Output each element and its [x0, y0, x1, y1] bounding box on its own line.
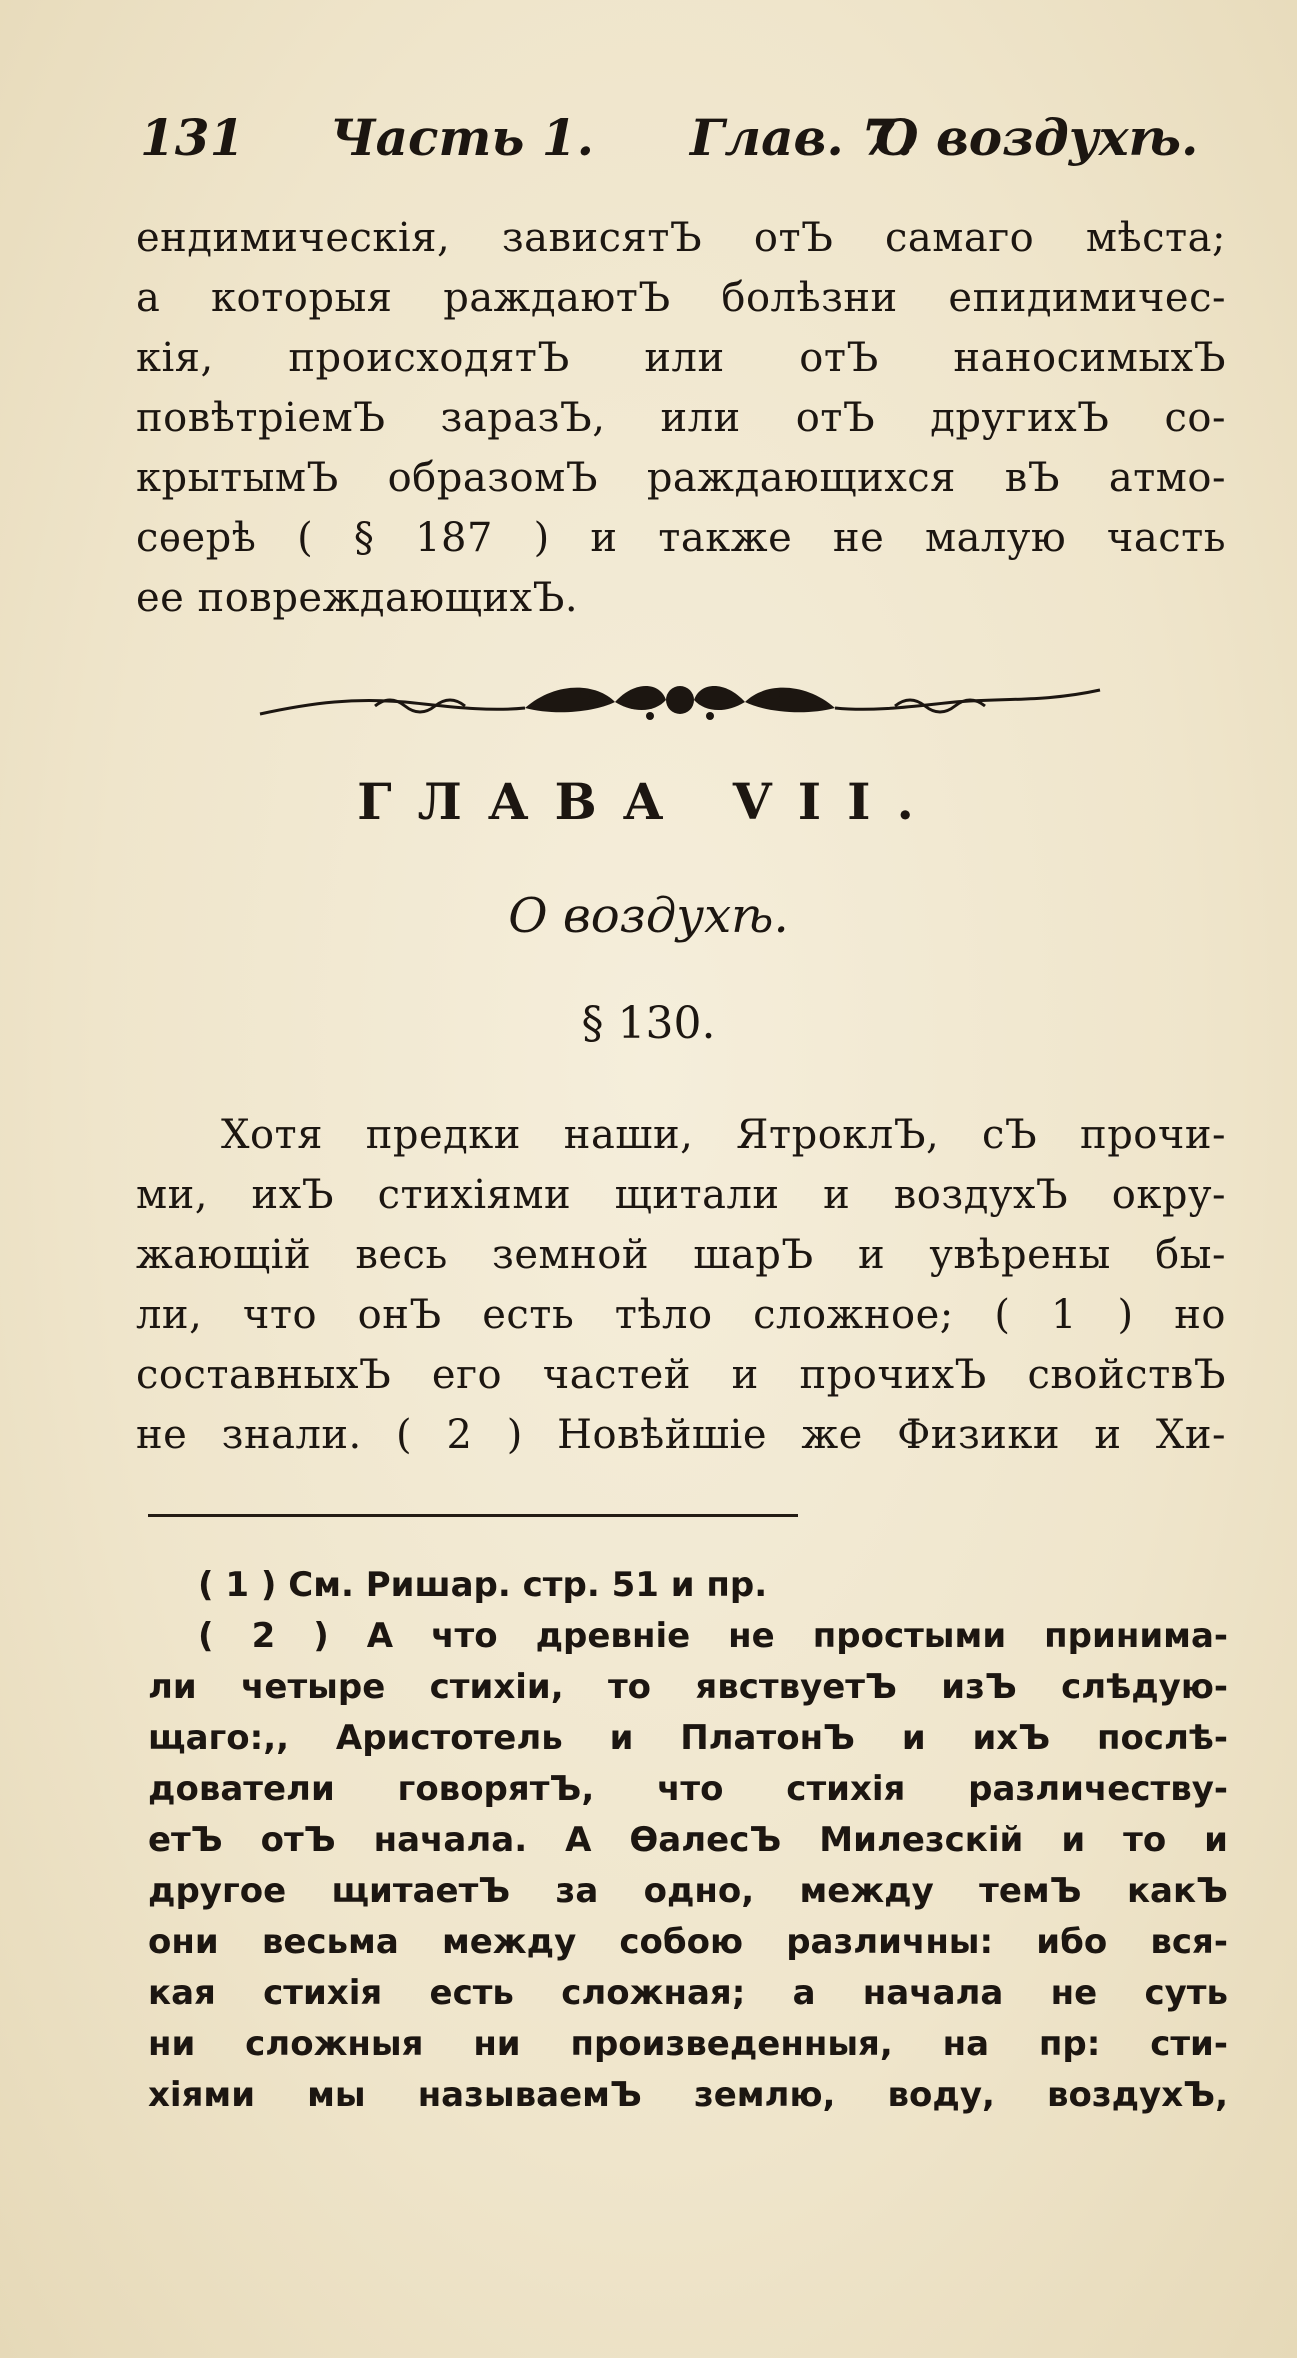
text-line: ее повреждающихЪ.: [136, 575, 579, 621]
footnotes: [148, 1560, 1228, 2121]
decorative-ornament-divider: [255, 672, 1105, 732]
footnote-line: ни сложныя ни произведенныя, на пр: сти-: [148, 2024, 1228, 2064]
text-line: ли, что онЪ есть тѣло сложное; ( 1 ) но: [136, 1292, 1226, 1338]
text-line: кія, происходятЪ или отЪ наносимыхЪ: [136, 335, 1226, 381]
text-line: ми, ихЪ стихіями щитали и воздухЪ окру-: [136, 1172, 1226, 1218]
page-number: 131: [140, 108, 245, 167]
text-line: повѣтріемЪ заразЪ, или отЪ другихЪ со-: [136, 395, 1226, 441]
footnote-line: етЪ отЪ начала. А ѲалесЪ Милезскій и то и: [148, 1820, 1228, 1860]
text-line: сѳерѣ ( § 187 ) и также не малую часть: [136, 515, 1226, 561]
text-line: крытымЪ образомЪ раждающихся вЪ атмо-: [136, 455, 1226, 501]
text-line: а которыя раждаютЪ болѣзни епидимичес-: [136, 275, 1226, 321]
footnote-rule: [148, 1514, 798, 1517]
footnote-line: ( 2 ) А что древніе не простыми принима-: [198, 1616, 1228, 1656]
section-paragraph: [136, 1105, 1226, 1465]
text-line: жающій весь земной шарЪ и увѣрены бы-: [136, 1232, 1226, 1278]
running-header: [140, 108, 1199, 178]
footnote-line: ( 1 ) См. Ришар. стр. 51 и пр.: [198, 1565, 768, 1605]
header-part: Часть 1.: [330, 108, 594, 167]
section-number: § 130.: [581, 998, 716, 1049]
chapter-title: ГЛАВА VII.: [357, 772, 940, 831]
chapter-subtitle: О воздухѣ.: [508, 888, 789, 944]
footnote-line: дователи говорятЪ, что стихія различеству-: [148, 1769, 1228, 1809]
footnote-line: они весьма между собою различны: ибо вся-: [148, 1922, 1228, 1962]
header-chapter: Глав. 7.: [690, 108, 914, 167]
footnote-line: ли четыре стихіи, то явствуетЪ изЪ слѣдую-: [148, 1667, 1228, 1707]
continued-paragraph: [136, 208, 1226, 628]
footnote-line: хіями мы называемЪ землю, воду, воздухЪ,: [148, 2075, 1228, 2115]
header-topic: О воздухѣ.: [875, 108, 1199, 167]
text-line: ендимическія, зависятЪ отЪ самаго мѣста;: [136, 215, 1226, 261]
text-line: составныхЪ его частей и прочихЪ свойствЪ: [136, 1352, 1226, 1398]
footnote-line: кая стихія есть сложная; а начала не суть: [148, 1973, 1228, 2013]
footnote-line: щаго:,, Аристотель и ПлатонЪ и ихЪ послѣ-: [148, 1718, 1228, 1758]
text-line: Хотя предки наши, ЯтроклЪ, сЪ прочи-: [221, 1112, 1226, 1158]
text-line: не знали. ( 2 ) Новѣйшіе же Физики и Хи-: [136, 1412, 1226, 1458]
footnote-line: другое щитаетЪ за одно, между темЪ какЪ: [148, 1871, 1228, 1911]
